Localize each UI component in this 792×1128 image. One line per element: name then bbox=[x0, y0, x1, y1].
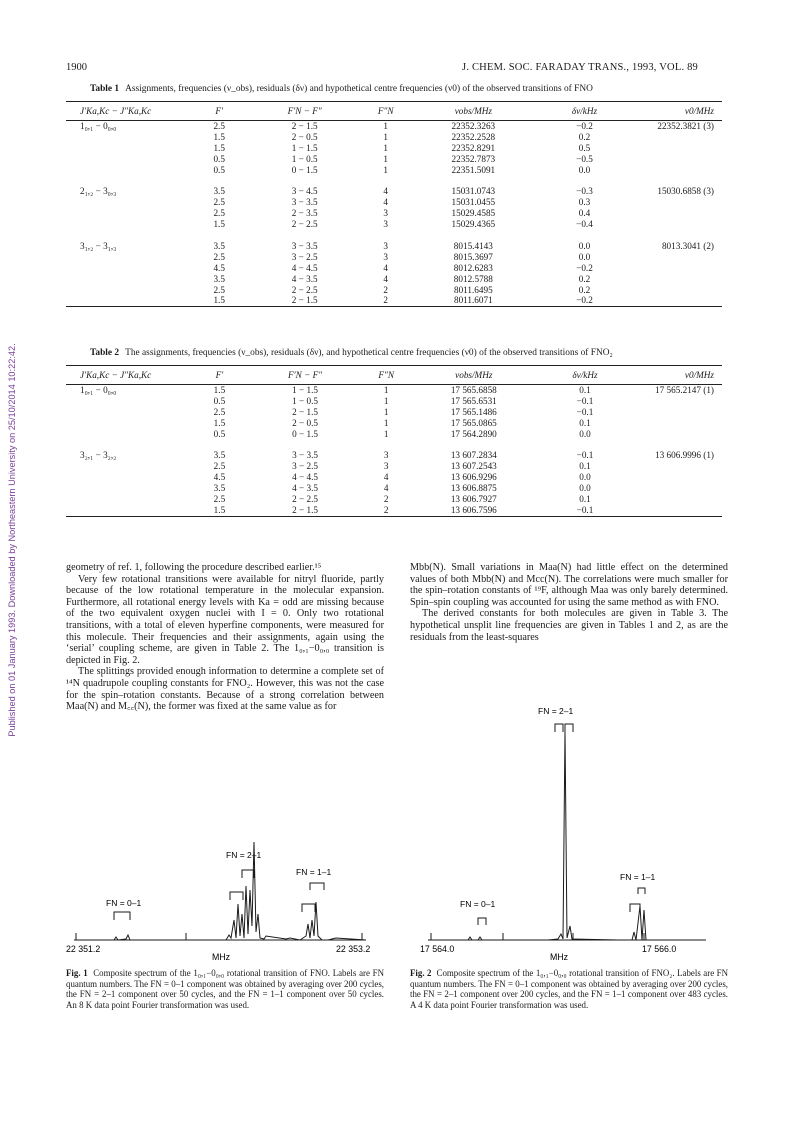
spectrum-trace bbox=[74, 842, 366, 940]
f-prime-cell: 2.5 bbox=[213, 121, 225, 131]
f-prime-cell: 1.5 bbox=[213, 131, 225, 142]
nu0-cell bbox=[638, 505, 722, 516]
journal-header: J. CHEM. SOC. FARADAY TRANS., 1993, VOL. 89 bbox=[462, 62, 698, 73]
col-fn: F″N bbox=[377, 106, 394, 116]
group-spacer bbox=[66, 230, 722, 241]
fn-f-cell: 4 − 3.5 bbox=[291, 273, 318, 284]
nu-obs-cell: 13 607.2543 bbox=[450, 461, 497, 472]
f-prime-cell: 0.5 bbox=[213, 153, 225, 164]
nu-obs-cell: 8012.5788 bbox=[453, 273, 493, 284]
nu-obs-cell: 13 607.2834 bbox=[450, 450, 497, 461]
bracket-fn21 bbox=[555, 724, 563, 732]
nu0-cell bbox=[638, 429, 722, 440]
nu-obs-cell: 15029.4365 bbox=[451, 219, 496, 230]
fn-cell: 4 bbox=[383, 472, 389, 483]
fn-f-cell: 3 − 3.5 bbox=[292, 450, 318, 461]
axis-label-right: 17 566.0 bbox=[642, 944, 677, 954]
nu0-cell bbox=[637, 252, 722, 263]
nu0-cell: 15030.6858 (3) bbox=[657, 186, 714, 197]
delta-nu-cell: −0.2 bbox=[576, 262, 593, 273]
nu0-cell bbox=[637, 154, 722, 165]
f-prime-cell: 2.5 bbox=[213, 284, 225, 295]
fn-f-cell: 2 − 0.5 bbox=[291, 131, 318, 142]
paragraph: The derived constants for both molecules are given in Table 3. The hypothetical unsplit line frequencies are given in Tables 1 and 2, as are the residuals from the least-squares bbox=[410, 608, 728, 643]
delta-nu-cell: 0.1 bbox=[579, 461, 591, 472]
nu0-cell bbox=[638, 461, 722, 472]
f-prime-cell: 0.5 bbox=[213, 428, 226, 439]
nu0-cell bbox=[637, 197, 722, 208]
table-row bbox=[66, 165, 722, 176]
nu0-cell bbox=[638, 396, 722, 407]
col-assignment: J′Ka,Kc − J″Ka,Kc bbox=[80, 370, 152, 380]
fn-cell: 4 bbox=[383, 262, 388, 273]
table-row bbox=[66, 429, 722, 440]
f-prime-cell: 2.5 bbox=[213, 494, 226, 505]
nu0-cell bbox=[637, 143, 722, 154]
table-row bbox=[66, 505, 722, 516]
f-prime-cell: 1.5 bbox=[213, 142, 225, 153]
fn-f-cell: 2 − 1.5 bbox=[291, 295, 318, 306]
text-right-column bbox=[410, 562, 728, 643]
fn-f-cell: 1 − 1.5 bbox=[291, 142, 318, 153]
table-row bbox=[66, 472, 722, 483]
fn-f-cell: 0 − 1.5 bbox=[292, 428, 318, 439]
label-fn11: FN = 1–1 bbox=[296, 867, 332, 877]
delta-nu-cell: −0.2 bbox=[576, 295, 593, 306]
col-nu-obs: νobs/MHz bbox=[455, 370, 493, 380]
fn-f-cell: 3 − 3.5 bbox=[291, 240, 318, 251]
col-delta-nu: δν/kHz bbox=[572, 370, 598, 380]
table-row bbox=[66, 461, 722, 472]
fn-cell: 1 bbox=[383, 428, 389, 439]
table-row bbox=[66, 197, 722, 208]
nu-obs-cell: 8011.6495 bbox=[453, 284, 493, 295]
delta-nu-cell: 0.1 bbox=[579, 385, 591, 395]
bracket-fn01 bbox=[478, 918, 486, 925]
col-f-prime: F′ bbox=[215, 106, 223, 116]
table-row bbox=[66, 295, 722, 306]
label-fn11: FN = 1–1 bbox=[620, 872, 656, 882]
delta-nu-cell: 0.1 bbox=[579, 494, 591, 505]
delta-nu-cell: 0.2 bbox=[578, 131, 591, 142]
axis-label-left: 22 351.2 bbox=[66, 944, 101, 954]
nu0-cell bbox=[638, 494, 722, 505]
assignment-cell: 2₁,₂ − 3₀,₃ bbox=[80, 186, 117, 197]
table-row bbox=[66, 274, 722, 285]
nu-obs-cell: 17 565.6531 bbox=[450, 395, 497, 406]
figure1-spectrum bbox=[66, 828, 386, 966]
table1 bbox=[66, 101, 722, 307]
f-prime-cell: 3.5 bbox=[213, 483, 226, 494]
axis-unit: MHz bbox=[550, 952, 569, 962]
table1-header-row bbox=[66, 102, 722, 121]
table1-caption bbox=[90, 84, 593, 94]
table-row bbox=[66, 494, 722, 505]
f-prime-cell: 4.5 bbox=[213, 262, 225, 273]
fn-cell: 2 bbox=[383, 284, 388, 295]
assignment-cell bbox=[66, 396, 186, 407]
assignment-cell: 1₀,₁ − 0₀,₀ bbox=[80, 121, 117, 131]
fn-f-cell: 2 − 1.5 bbox=[291, 121, 318, 131]
table-row bbox=[66, 418, 722, 429]
bracket-fn21 bbox=[242, 870, 254, 878]
delta-nu-cell: 0.5 bbox=[578, 142, 591, 153]
fn-f-cell: 2 − 3.5 bbox=[291, 208, 318, 219]
delta-nu-cell: 0.0 bbox=[578, 240, 591, 251]
bracket-fn11 bbox=[630, 904, 640, 912]
f-prime-cell: 2.5 bbox=[213, 251, 225, 262]
fn-cell: 3 bbox=[383, 251, 388, 262]
table2-caption bbox=[90, 348, 613, 358]
delta-nu-cell: 0.0 bbox=[578, 164, 591, 175]
col-assignment: J′Ka,Kc − J″Ka,Kc bbox=[80, 106, 152, 116]
nu-obs-cell: 8012.6283 bbox=[453, 262, 493, 273]
assignment-cell bbox=[66, 483, 186, 494]
text-left-column bbox=[66, 562, 384, 713]
table2-caption-text: The assignments, frequencies (ν_obs), residuals (δν), and hypothetical centre frequencies (ν0) of the observed transitions of FNO₂ bbox=[125, 348, 613, 358]
figure1-caption-text: Composite spectrum of the 1₀,₁−0₀,₀ rotational transition of FNO. Labels are FN quantum numbers. The FN = 0–1 component was obtained by averaging over 200 cycles, the FN = 2–1 component over 50 cycles, and the FN = 1–1 component over 50 cycles. An 8 K data point Fourier transformation was used. bbox=[66, 968, 385, 1010]
assignment-cell: 3₁,₂ − 3₁,₃ bbox=[80, 240, 117, 251]
nu0-cell bbox=[637, 263, 722, 274]
figure2-label: Fig. 2 bbox=[410, 968, 432, 978]
delta-nu-cell: 0.4 bbox=[578, 208, 591, 219]
nu-obs-cell: 13 606.9296 bbox=[450, 472, 497, 483]
bracket-fn01 bbox=[114, 912, 130, 920]
f-prime-cell: 0.5 bbox=[213, 164, 225, 175]
nu0-cell bbox=[637, 165, 722, 176]
fn-f-cell: 2 − 0.5 bbox=[292, 417, 318, 428]
table2-label: Table 2 bbox=[90, 348, 120, 358]
f-prime-cell: 1.5 bbox=[213, 219, 225, 230]
delta-nu-cell: 0.0 bbox=[579, 472, 591, 483]
table1-body bbox=[66, 121, 722, 307]
fn-cell: 1 bbox=[383, 406, 389, 417]
f-prime-cell: 3.5 bbox=[213, 186, 225, 197]
fn-cell: 3 bbox=[383, 450, 389, 461]
nu0-cell bbox=[638, 407, 722, 418]
f-prime-cell: 0.5 bbox=[213, 395, 226, 406]
fn-cell: 4 bbox=[383, 197, 388, 208]
assignment-cell bbox=[66, 418, 186, 429]
nu-obs-cell: 17 565.0865 bbox=[450, 417, 497, 428]
fn-cell: 1 bbox=[383, 417, 389, 428]
fn-cell: 1 bbox=[383, 385, 389, 395]
figure2-caption bbox=[410, 968, 728, 1010]
fn-f-cell: 3 − 3.5 bbox=[291, 197, 318, 208]
group-spacer bbox=[66, 440, 722, 451]
fn-cell: 1 bbox=[383, 153, 388, 164]
table-row bbox=[66, 132, 722, 143]
page-number: 1900 bbox=[66, 62, 87, 73]
nu-obs-cell: 8015.3697 bbox=[453, 251, 493, 262]
nu0-cell: 22352.3821 (3) bbox=[657, 121, 714, 131]
fn-cell: 3 bbox=[383, 240, 388, 251]
fn-f-cell: 2 − 2.5 bbox=[292, 494, 318, 505]
nu-obs-cell: 8015.4143 bbox=[453, 240, 493, 251]
delta-nu-cell: −0.1 bbox=[576, 406, 594, 417]
table-row bbox=[66, 263, 722, 274]
watermark-text: Published on 01 January 1993. Downloaded by Northeastern University on 25/10/2014 10:22:42. bbox=[7, 343, 17, 737]
table1-caption-text: Assignments, frequencies (ν_obs), residuals (δν) and hypothetical centre frequencies (ν0) of the observed transitions of FNO bbox=[125, 84, 593, 94]
label-fn21: FN = 2–1 bbox=[226, 850, 262, 860]
nu-obs-cell: 8011.6071 bbox=[453, 295, 493, 306]
assignment-cell bbox=[66, 252, 185, 263]
f-prime-cell: 1.5 bbox=[213, 295, 225, 306]
nu-obs-cell: 17 565.1486 bbox=[450, 406, 497, 417]
fn-cell: 1 bbox=[383, 164, 388, 175]
fn-cell: 1 bbox=[383, 131, 388, 142]
fn-cell: 4 bbox=[383, 273, 388, 284]
fn-cell: 4 bbox=[383, 186, 388, 197]
paragraph: The splittings provided enough information to determine a complete set of ¹⁴N quadrupole coupling constants for FNO₂. However, this was not the case for the spin–rotation constants. Because of a strong correlation between Maa(N) and M꜀꜀(N), the former was fixed at the same value as for bbox=[66, 666, 384, 713]
delta-nu-cell: 0.0 bbox=[578, 251, 591, 262]
fn-f-cell: 2 − 2.5 bbox=[291, 219, 318, 230]
group-spacer bbox=[66, 176, 722, 187]
nu0-cell bbox=[637, 208, 722, 219]
fn-f-cell: 2 − 2.5 bbox=[291, 284, 318, 295]
table-row bbox=[66, 252, 722, 263]
f-prime-cell: 3.5 bbox=[213, 273, 225, 284]
fn-cell: 1 bbox=[383, 121, 388, 131]
col-fn: F″N bbox=[378, 370, 394, 380]
fn-cell: 2 bbox=[383, 295, 388, 306]
table-row bbox=[66, 154, 722, 165]
nu0-cell bbox=[638, 418, 722, 429]
delta-nu-cell: 0.2 bbox=[578, 273, 591, 284]
assignment-cell bbox=[66, 461, 186, 472]
f-prime-cell: 1.5 bbox=[213, 504, 226, 515]
nu-obs-cell: 13 606.8875 bbox=[450, 483, 497, 494]
table-row bbox=[66, 121, 722, 132]
table2-body bbox=[66, 385, 722, 517]
fn-f-cell: 4 − 4.5 bbox=[292, 472, 318, 483]
assignment-cell bbox=[66, 197, 185, 208]
figure1-label: Fig. 1 bbox=[66, 968, 88, 978]
figure2-caption-text: Composite spectrum of the 1₀,₁−0₀,₀ rotational transition of FNO₂. Labels are FN quantum numbers. The FN = 0–1 component was obtained by averaging over 200 cycles, the FN = 2–1 component over 200 cycles, and the FN = 1–1 component over 483 cycles. A 4 K data point Fourier transformation was used. bbox=[410, 968, 729, 1010]
delta-nu-cell: −0.1 bbox=[576, 504, 594, 515]
col-nu0: ν0/MHz bbox=[684, 106, 714, 116]
col-nu-obs: νobs/MHz bbox=[454, 106, 492, 116]
nu-obs-cell: 22352.7873 bbox=[451, 153, 496, 164]
f-prime-cell: 4.5 bbox=[213, 472, 226, 483]
bracket-fn11 bbox=[638, 888, 645, 894]
delta-nu-cell: 0.2 bbox=[578, 284, 591, 295]
assignment-cell bbox=[66, 407, 186, 418]
axis-label-right: 22 353.2 bbox=[336, 944, 371, 954]
f-prime-cell: 1.5 bbox=[213, 385, 226, 395]
fn-f-cell: 2 − 1.5 bbox=[292, 406, 318, 417]
nu0-cell: 8013.3041 (2) bbox=[661, 240, 714, 251]
table-row bbox=[66, 186, 722, 197]
nu0-cell bbox=[638, 472, 722, 483]
fn-f-cell: 1 − 1.5 bbox=[292, 385, 318, 395]
fn-f-cell: 3 − 2.5 bbox=[291, 251, 318, 262]
table-row bbox=[66, 483, 722, 494]
table-row bbox=[66, 241, 722, 252]
fn-f-cell: 4 − 3.5 bbox=[292, 483, 318, 494]
delta-nu-cell: 0.0 bbox=[579, 428, 591, 439]
bracket-fn21 bbox=[230, 892, 243, 900]
table-row bbox=[66, 396, 722, 407]
table-row bbox=[66, 285, 722, 296]
delta-nu-cell: −0.2 bbox=[576, 121, 593, 131]
f-prime-cell: 3.5 bbox=[213, 450, 226, 461]
col-nu0: ν0/MHz bbox=[684, 370, 714, 380]
fn-f-cell: 1 − 0.5 bbox=[292, 395, 318, 406]
nu0-cell bbox=[637, 132, 722, 143]
nu0-cell bbox=[638, 483, 722, 494]
table1-label: Table 1 bbox=[90, 84, 120, 94]
col-fn-f: F′N − F″ bbox=[287, 106, 322, 116]
nu-obs-cell: 15031.0743 bbox=[451, 186, 496, 197]
nu-obs-cell: 22352.3263 bbox=[451, 121, 496, 131]
fn-cell: 3 bbox=[383, 219, 388, 230]
delta-nu-cell: −0.3 bbox=[576, 186, 593, 197]
figure2-spectrum bbox=[418, 700, 718, 966]
delta-nu-cell: 0.1 bbox=[579, 417, 591, 428]
delta-nu-cell: −0.5 bbox=[576, 153, 593, 164]
bracket-fn21 bbox=[565, 724, 573, 732]
bracket-fn11 bbox=[310, 883, 324, 890]
fn-cell: 2 bbox=[383, 494, 389, 505]
axis-unit: MHz bbox=[212, 952, 231, 962]
delta-nu-cell: −0.1 bbox=[576, 395, 594, 406]
nu0-cell bbox=[637, 295, 722, 306]
assignment-cell bbox=[66, 219, 185, 230]
assignment-cell bbox=[66, 208, 185, 219]
nu0-cell bbox=[637, 285, 722, 296]
delta-nu-cell: −0.4 bbox=[576, 219, 593, 230]
fn-f-cell: 3 − 2.5 bbox=[292, 461, 318, 472]
download-watermark bbox=[0, 0, 24, 1128]
assignment-cell bbox=[66, 472, 186, 483]
fn-f-cell: 1 − 0.5 bbox=[291, 153, 318, 164]
nu-obs-cell: 15031.0455 bbox=[451, 197, 496, 208]
col-delta-nu: δν/kHz bbox=[571, 106, 598, 116]
nu-obs-cell: 17 564.2890 bbox=[450, 428, 497, 439]
table-row bbox=[66, 407, 722, 418]
assignment-cell bbox=[66, 154, 185, 165]
assignment-cell bbox=[66, 429, 186, 440]
assignment-cell: 3₂,₁ − 3₂,₂ bbox=[80, 450, 117, 461]
nu-obs-cell: 15029.4585 bbox=[451, 208, 496, 219]
fn-cell: 3 bbox=[383, 208, 388, 219]
nu0-cell: 13 606.9996 (1) bbox=[655, 450, 714, 461]
label-fn01: FN = 0–1 bbox=[106, 898, 142, 908]
bracket-fn11 bbox=[302, 904, 315, 912]
table-row bbox=[66, 450, 722, 461]
nu-obs-cell: 13 606.7596 bbox=[450, 504, 497, 515]
assignment-cell bbox=[66, 274, 185, 285]
f-prime-cell: 2.5 bbox=[213, 197, 225, 208]
assignment-cell bbox=[66, 295, 185, 306]
assignment-cell bbox=[66, 505, 186, 516]
paragraph: geometry of ref. 1, following the procedure described earlier.¹⁵ bbox=[66, 562, 322, 573]
col-fn-f: F′N − F″ bbox=[288, 370, 323, 380]
assignment-cell: 1₀,₁ − 0₀,₀ bbox=[80, 385, 117, 395]
table-row bbox=[66, 385, 722, 396]
nu-obs-cell: 17 565.6858 bbox=[450, 385, 497, 395]
assignment-cell bbox=[66, 285, 185, 296]
assignment-cell bbox=[66, 132, 185, 143]
f-prime-cell: 1.5 bbox=[213, 417, 226, 428]
table-row bbox=[66, 143, 722, 154]
fn-f-cell: 4 − 4.5 bbox=[291, 262, 318, 273]
assignment-cell bbox=[66, 494, 186, 505]
assignment-cell bbox=[66, 263, 185, 274]
f-prime-cell: 2.5 bbox=[213, 461, 226, 472]
table-row bbox=[66, 208, 722, 219]
f-prime-cell: 2.5 bbox=[213, 406, 226, 417]
nu-obs-cell: 22352.2528 bbox=[451, 131, 496, 142]
fn-cell: 1 bbox=[383, 142, 388, 153]
fn-f-cell: 3 − 4.5 bbox=[291, 186, 318, 197]
nu0-cell bbox=[637, 274, 722, 285]
delta-nu-cell: 0.3 bbox=[578, 197, 591, 208]
fn-cell: 4 bbox=[383, 483, 389, 494]
fn-f-cell: 0 − 1.5 bbox=[291, 164, 318, 175]
fn-cell: 3 bbox=[383, 461, 389, 472]
fn-f-cell: 2 − 1.5 bbox=[292, 504, 318, 515]
col-f-prime: F′ bbox=[215, 370, 224, 380]
table2-header-row bbox=[66, 366, 722, 385]
label-fn01: FN = 0–1 bbox=[460, 899, 496, 909]
fn-cell: 2 bbox=[383, 504, 389, 515]
assignment-cell bbox=[66, 143, 185, 154]
nu-obs-cell: 13 606.7927 bbox=[450, 494, 497, 505]
nu0-cell: 17 565.2147 (1) bbox=[655, 385, 714, 395]
nu-obs-cell: 22352.8291 bbox=[451, 142, 496, 153]
nu0-cell bbox=[637, 219, 722, 230]
paragraph: Mbb(N). Small variations in Maa(N) had little effect on the determined values of both Mbb(N) and Mcc(N). The correlations were much smaller for the spin–rotation constants of ¹⁹F, although Maa was only barely determined. Spin–spin coupling was accounted for using the same method as with FNO. bbox=[410, 562, 728, 608]
figure1-caption bbox=[66, 968, 384, 1010]
delta-nu-cell: 0.0 bbox=[579, 483, 591, 494]
delta-nu-cell: −0.1 bbox=[576, 450, 594, 461]
f-prime-cell: 3.5 bbox=[213, 240, 225, 251]
table-row bbox=[66, 219, 722, 230]
axis-label-left: 17 564.0 bbox=[420, 944, 455, 954]
fn-cell: 1 bbox=[383, 395, 389, 406]
nu-obs-cell: 22351.5091 bbox=[451, 164, 496, 175]
table2 bbox=[66, 365, 722, 517]
assignment-cell bbox=[66, 165, 185, 176]
paragraph: Very few rotational transitions were available for nitryl fluoride, partly because of the low rotational temperature in the molecular expansion. Furthermore, all rotational energy levels with Ka = odd are missing because of the two equivalent oxygen nuclei with I = 0. Only two rotational transitions, with a total of eleven hyperfine components, were measured for this molecule. Their frequencies and their assignments, again using the ‘serial’ coupling scheme, are given in Table 2. The 1₀,₁−0₀,₀ transition is depicted in Fig. 2. bbox=[66, 573, 384, 666]
label-fn21: FN = 2–1 bbox=[538, 706, 574, 716]
f-prime-cell: 2.5 bbox=[213, 208, 225, 219]
